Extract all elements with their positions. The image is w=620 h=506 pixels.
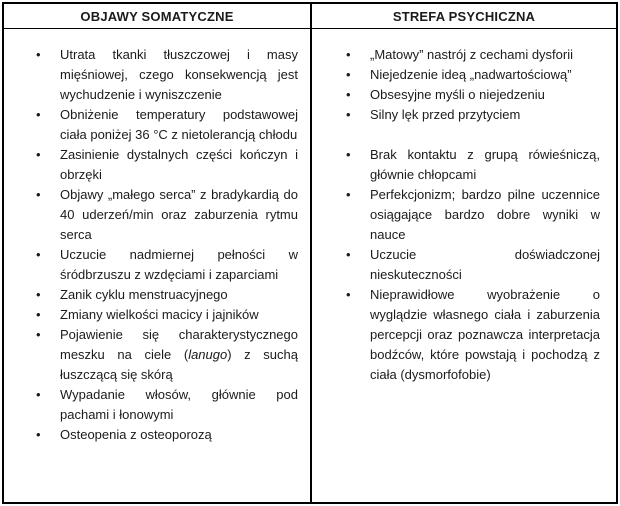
- bullet-marker-icon: •: [346, 67, 351, 82]
- italic-text-run: lanugo: [188, 347, 228, 362]
- list-item: [34, 425, 298, 445]
- list-item-text: Uczucie doświadczonej nieskuteczności: [370, 247, 600, 282]
- bullet-marker-icon: •: [36, 107, 41, 122]
- bullet-marker-icon: •: [36, 427, 41, 442]
- list-item: [344, 105, 600, 125]
- bullet-marker-icon: •: [36, 247, 41, 262]
- list-item: [34, 245, 298, 285]
- bullet-list: [344, 45, 600, 125]
- bullet-marker-icon: •: [346, 287, 351, 302]
- bullet-marker-icon: •: [36, 47, 41, 62]
- list-item: [34, 285, 298, 305]
- bullet-list: [34, 45, 298, 445]
- bullet-marker-icon: •: [36, 147, 41, 162]
- list-item: [34, 45, 298, 105]
- list-item-text: Nieprawidłowe wyobrażenie o wyglądzie własnego ciała i zaburzenia percepcji oraz poznawcza interpretacja bodźców, które powstają i pochodzą z ciała (dysmorfofobie): [370, 287, 600, 382]
- list-item: [34, 385, 298, 425]
- psychic-zone-cell: [312, 29, 616, 502]
- bullet-marker-icon: •: [346, 87, 351, 102]
- symptoms-table: [2, 2, 618, 504]
- list-item-text: Zasinienie dystalnych części kończyn i obrzęki: [60, 147, 298, 182]
- list-item: [344, 285, 600, 385]
- list-item-text: Obniżenie temperatury podstawowej ciała poniżej 36 °C z nietolerancją chłodu: [60, 107, 298, 142]
- list-item-text: Niejedzenie ideą „nadwartościową”: [370, 67, 572, 82]
- bullet-marker-icon: •: [36, 327, 41, 342]
- list-item: [34, 185, 298, 245]
- text-run: ) z suchą łuszczącą się skórą: [60, 347, 298, 382]
- bullet-marker-icon: •: [346, 187, 351, 202]
- list-item: [34, 325, 298, 385]
- bullet-marker-icon: •: [346, 247, 351, 262]
- list-item-text: Silny lęk przed przytyciem: [370, 107, 521, 122]
- list-item-text: Brak kontaktu z grupą rówieśniczą, głównie chłopcami: [370, 147, 600, 182]
- list-item-text: Uczucie nadmiernej pełności w śródbrzuszu z wzdęciami i zaparciami: [60, 247, 298, 282]
- list-item: [34, 105, 298, 145]
- list-item: [344, 145, 600, 185]
- bullet-marker-icon: •: [346, 47, 351, 62]
- list-item-text: Objawy „małego serca” z bradykardią do 40 uderzeń/min oraz zaburzenia rytmu serca: [60, 187, 298, 242]
- list-item-text: [60, 327, 298, 382]
- column-header-somatic: OBJAWY SOMATYCZNE: [4, 4, 312, 29]
- bullet-marker-icon: •: [36, 307, 41, 322]
- list-item: [344, 65, 600, 85]
- list-item-text: Zmiany wielkości macicy i jajników: [60, 307, 259, 322]
- column-header-psychic: STREFA PSYCHICZNA: [312, 4, 616, 29]
- list-item: [344, 85, 600, 105]
- somatic-symptoms-cell: [4, 29, 312, 502]
- bullet-list: [344, 145, 600, 385]
- list-item-text: Zanik cyklu menstruacyjnego: [60, 287, 228, 302]
- list-item-text: Osteopenia z osteoporozą: [60, 427, 212, 442]
- list-item-text: Utrata tkanki tłuszczowej i masy mięśniowej, czego konsekwencją jest wychudzenie i wyniszczenie: [60, 47, 298, 102]
- bullet-marker-icon: •: [346, 147, 351, 162]
- list-item: [34, 145, 298, 185]
- list-item: [34, 305, 298, 325]
- bullet-marker-icon: •: [36, 387, 41, 402]
- bullet-marker-icon: •: [346, 107, 351, 122]
- list-item: [344, 185, 600, 245]
- list-item-text: Wypadanie włosów, głównie pod pachami i łonowymi: [60, 387, 298, 422]
- bullet-marker-icon: •: [36, 287, 41, 302]
- list-item-text: Obsesyjne myśli o niejedzeniu: [370, 87, 545, 102]
- list-item: [344, 245, 600, 285]
- list-item-text: Perfekcjonizm; bardzo pilne uczennice osiągające bardzo dobre wyniki w nauce: [370, 187, 600, 242]
- list-item: [344, 45, 600, 65]
- list-item-text: „Matowy” nastrój z cechami dysforii: [370, 47, 573, 62]
- text-run: Pojawienie się charakterystycznego meszku na ciele (: [60, 327, 298, 362]
- bullet-marker-icon: •: [36, 187, 41, 202]
